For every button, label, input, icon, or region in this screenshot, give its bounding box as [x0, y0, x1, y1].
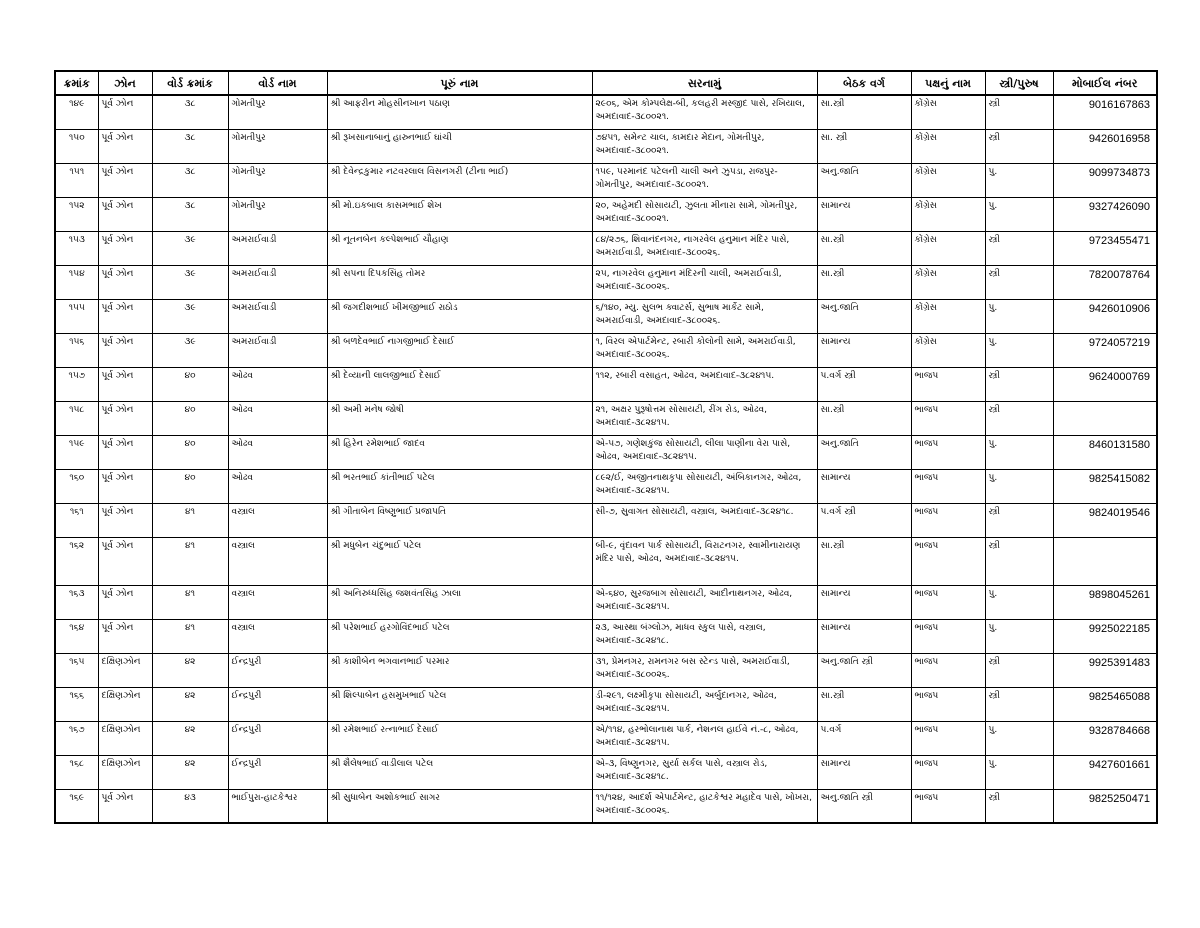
cell-ward-kramank: ૪૨ [152, 687, 228, 721]
cell-gender: સ્ત્રી [985, 95, 1053, 129]
cell-gender: પુ. [985, 333, 1053, 367]
cell-bethak-varg: અનુ.જાતિ સ્ત્રી [817, 789, 911, 823]
cell-bethak-varg: સા.સ્ત્રી [817, 537, 911, 585]
header-sarnamu: સરનામું [592, 71, 817, 95]
cell-full-name: શ્રી પરેશભાઈ હરગોવિંદભાઈ પટેલ [327, 619, 592, 653]
cell-party: ભાજપ [911, 469, 985, 503]
cell-zone: પૂર્વ ઝોન [98, 789, 152, 823]
cell-zone: પૂર્વ ઝોન [98, 435, 152, 469]
cell-gender: પુ. [985, 197, 1053, 231]
cell-gender: સ્ત્રી [985, 789, 1053, 823]
cell-bethak-varg: સામાન્ય [817, 619, 911, 653]
cell-zone: પૂર્વ ઝોન [98, 585, 152, 619]
cell-kramank: ૧૫૮ [55, 401, 98, 435]
cell-kramank: ૧૫૩ [55, 231, 98, 265]
cell-address: ૮૯૨/ઈ, અજીતનાથકૃપા સોસાયટી, અંબિકાનગર, ઓઢવ, અમદાવાદ-૩૮૨૪૧૫. [592, 469, 817, 503]
cell-party: કોંગ્રેસ [911, 265, 985, 299]
table-row [55, 401, 1157, 435]
cell-ward-kramank: ૪૧ [152, 537, 228, 585]
cell-mobile: 9016167863 [1053, 95, 1157, 129]
table-row [55, 789, 1157, 823]
cell-full-name: શ્રી રમેશભાઈ રત્નાભાઈ દેસાઈ [327, 721, 592, 755]
cell-bethak-varg: અનુ.જાતિ [817, 299, 911, 333]
header-mobile: મોબાઈલ નંબર [1053, 71, 1157, 95]
cell-ward-kramank: ૩૮ [152, 129, 228, 163]
cell-gender: પુ. [985, 585, 1053, 619]
table-row [55, 537, 1157, 585]
cell-ward-kramank: ૩૯ [152, 333, 228, 367]
table-body [55, 95, 1157, 823]
table-row [55, 469, 1157, 503]
table-row [55, 299, 1157, 333]
cell-zone: પૂર્વ ઝોન [98, 503, 152, 537]
cell-kramank: ૧૪૯ [55, 95, 98, 129]
cell-kramank: ૧૬૫ [55, 653, 98, 687]
cell-bethak-varg: સા.સ્ત્રી [817, 401, 911, 435]
header-row [55, 71, 1157, 95]
cell-address: ૨૫, નાગરવેલ હનુમાન મંદિરની ચાલી, અમરાઈવાડી, અમદાવાદ-૩૮૦૦૨૬. [592, 265, 817, 299]
cell-gender: સ્ત્રી [985, 265, 1053, 299]
header-ward-kramank: વોર્ડ ક્રમાંક [152, 71, 228, 95]
table-row [55, 95, 1157, 129]
header-zone: ઝોન [98, 71, 152, 95]
cell-full-name: શ્રી દેવેન્દ્રકુમાર નટવરલાલ વિસનગરી (ટીના ભાઈ) [327, 163, 592, 197]
cell-bethak-varg: અનુ.જાતિ સ્ત્રી [817, 653, 911, 687]
table-row [55, 197, 1157, 231]
cell-ward-naam: ભાઈપુરા-હાટકેશ્વર [228, 789, 327, 823]
cell-mobile: 9723455471 [1053, 231, 1157, 265]
cell-full-name: શ્રી શૈલેષભાઈ વાડીલાલ પટેલ [327, 755, 592, 789]
cell-gender: પુ. [985, 469, 1053, 503]
cell-zone: પૂર્વ ઝોન [98, 401, 152, 435]
cell-bethak-varg: પ.વર્ગ [817, 721, 911, 755]
cell-zone: પૂર્વ ઝોન [98, 333, 152, 367]
cell-zone: દક્ષિણઝોન [98, 721, 152, 755]
cell-address: ૧, વિરલ એપાર્ટમેન્ટ, રબારી કોલોની સામે, અમરાઈવાડી, અમદાવાદ-૩૮૦૦૨૬. [592, 333, 817, 367]
cell-gender: પુ. [985, 619, 1053, 653]
cell-address: સી-૭, સુવાગત સોસાયટી, વસ્ત્રાલ, અમદાવાદ-૩૮૨૪૧૮. [592, 503, 817, 537]
cell-mobile: 9825250471 [1053, 789, 1157, 823]
cell-ward-naam: ઈન્દ્રપુરી [228, 721, 327, 755]
cell-gender: સ્ત્રી [985, 367, 1053, 401]
cell-full-name: શ્રી અનિરુધ્ધસિંહ જશવંતસિંહ ઝાલા [327, 585, 592, 619]
table-row [55, 503, 1157, 537]
cell-party: કોંગ્રેસ [911, 333, 985, 367]
cell-ward-naam: ઈન્દ્રપુરી [228, 755, 327, 789]
cell-ward-naam: વસ્ત્રાલ [228, 585, 327, 619]
cell-party: કોંગ્રેસ [911, 197, 985, 231]
table-row [55, 265, 1157, 299]
cell-party: ભાજપ [911, 585, 985, 619]
cell-zone: પૂર્વ ઝોન [98, 299, 152, 333]
cell-mobile: 8460131580 [1053, 435, 1157, 469]
cell-party: કોંગ્રેસ [911, 163, 985, 197]
cell-party: ભાજપ [911, 435, 985, 469]
cell-ward-kramank: ૩૯ [152, 265, 228, 299]
cell-zone: પૂર્વ ઝોન [98, 619, 152, 653]
cell-mobile: 9327426090 [1053, 197, 1157, 231]
table-row [55, 687, 1157, 721]
header-kramank: ક્રમાંક [55, 71, 98, 95]
cell-bethak-varg: સા.સ્ત્રી [817, 231, 911, 265]
table-row [55, 435, 1157, 469]
cell-kramank: ૧૬૬ [55, 687, 98, 721]
cell-address: બી-૯, વૃંદાવન પાર્ક સોસાયટી, વિરાટનગર, સ્વામીનારાયણ મંદિર પાસે, ઓઢવ, અમદાવાદ-૩૮૨૪૧૫. [592, 537, 817, 585]
cell-full-name: શ્રી હિરેન રમેશભાઈ જાદવ [327, 435, 592, 469]
cell-ward-naam: વસ્ત્રાલ [228, 537, 327, 585]
cell-mobile: 9898045261 [1053, 585, 1157, 619]
cell-address: ૨૯૦૬, એમ કોમ્પલેક્ષ-બી, કલહરી મસ્જીદ પાસે, રખિયાલ, અમદાવાદ-૩૮૦૦૨૧. [592, 95, 817, 129]
cell-zone: પૂર્વ ઝોન [98, 129, 152, 163]
cell-bethak-varg: સા.સ્ત્રી [817, 265, 911, 299]
cell-ward-kramank: ૩૯ [152, 231, 228, 265]
cell-bethak-varg: અનુ.જાતિ [817, 435, 911, 469]
cell-full-name: શ્રી ગીતાબેન વિષ્ણુભાઈ પ્રજાપતિ [327, 503, 592, 537]
cell-bethak-varg: પ.વર્ગ સ્ત્રી [817, 367, 911, 401]
cell-full-name: શ્રી જગદીશભાઈ ખીમજીભાઈ રાઠોડ [327, 299, 592, 333]
cell-bethak-varg: પ.વર્ગ સ્ત્રી [817, 503, 911, 537]
cell-kramank: ૧૬૩ [55, 585, 98, 619]
cell-bethak-varg: સા.સ્ત્રી [817, 95, 911, 129]
cell-mobile: 9825465088 [1053, 687, 1157, 721]
cell-party: ભાજપ [911, 653, 985, 687]
cell-address: એ-૫૭, ગણેશકુંજ સોસાયટી, લીલા પાણીના વેરા પાસે, ઓઢવ, અમદાવાદ-૩૮૨૪૧૫. [592, 435, 817, 469]
cell-full-name: શ્રી સપના દિપકસિંહ તોમર [327, 265, 592, 299]
table-row [55, 333, 1157, 367]
cell-mobile: 9624000769 [1053, 367, 1157, 401]
table-row [55, 619, 1157, 653]
cell-gender: પુ. [985, 721, 1053, 755]
cell-ward-naam: ગોમતીપુર [228, 129, 327, 163]
cell-ward-kramank: ૩૮ [152, 197, 228, 231]
cell-kramank: ૧૬૭ [55, 721, 98, 755]
cell-full-name: શ્રી રૂખસાનાબાનું હારુનભાઈ ઘાંચી [327, 129, 592, 163]
cell-ward-kramank: ૪૦ [152, 469, 228, 503]
cell-address: ૩૧, પ્રેમનગર, રામનગર બસ સ્ટેન્ડ પાસે, અમરાઈવાડી, અમદાવાદ-૩૮૦૦૨૬. [592, 653, 817, 687]
header-bethak-varg: બેઠક વર્ગ [817, 71, 911, 95]
cell-kramank: ૧૫૧ [55, 163, 98, 197]
cell-address: એ-૬૪૦, સુરજબાગ સોસાયટી, આદીનાથનગર, ઓઢવ, અમદાવાદ-૩૮૨૪૧૫. [592, 585, 817, 619]
cell-party: ભાજપ [911, 619, 985, 653]
cell-kramank: ૧૫૭ [55, 367, 98, 401]
cell-bethak-varg: સામાન્ય [817, 197, 911, 231]
cell-gender: સ્ત્રી [985, 401, 1053, 435]
cell-ward-naam: ગોમતીપુર [228, 163, 327, 197]
cell-address: ૨૧, અક્ષર પુરૂષોત્તમ સોસાયટી, રીંગ રોડ, ઓઢવ, અમદાવાદ-૩૮૨૪૧૫. [592, 401, 817, 435]
header-ward-naam: વોર્ડ નામ [228, 71, 327, 95]
cell-party: ભાજપ [911, 537, 985, 585]
cell-ward-naam: અમરાઈવાડી [228, 265, 327, 299]
cell-kramank: ૧૫૫ [55, 299, 98, 333]
table-row [55, 231, 1157, 265]
cell-full-name: શ્રી આફરીન મોહસીનખાન પઠાણ [327, 95, 592, 129]
header-stri-purush: સ્ત્રી/પુરુષ [985, 71, 1053, 95]
cell-gender: સ્ત્રી [985, 231, 1053, 265]
cell-full-name: શ્રી દેવ્યાની લાલજીભાઈ દેસાઈ [327, 367, 592, 401]
cell-kramank: ૧૫૦ [55, 129, 98, 163]
table-row [55, 367, 1157, 401]
cell-address: ૨૦, અહેમદી સોસાયટી, ઝુલતા મીનારા સામે, ગોમતીપુર, અમદાવાદ-૩૮૦૦૨૧. [592, 197, 817, 231]
cell-gender: સ્ત્રી [985, 653, 1053, 687]
cell-ward-kramank: ૪૦ [152, 435, 228, 469]
cell-address: ૭૪૫૧, સમેન્ટ ચાલ, કામદાર મેદાન, ગોમતીપુર, અમદાવાદ-૩૮૦૦૨૧. [592, 129, 817, 163]
cell-ward-naam: ઓઢવ [228, 469, 327, 503]
cell-address: એ-૩, વિષ્ણુનગર, સુર્યા સર્કલ પાસે, વસ્ત્રાલ રોડ, અમદાવાદ-૩૮૨૪૧૮. [592, 755, 817, 789]
cell-ward-naam: વસ્ત્રાલ [228, 619, 327, 653]
cell-zone: દક્ષિણઝોન [98, 653, 152, 687]
cell-full-name: શ્રી બળદેવભાઈ નાગજીભાઈ દેસાઈ [327, 333, 592, 367]
cell-mobile: 9825415082 [1053, 469, 1157, 503]
cell-address: ૧૫૯, પરમાનંદ પટેલની ચાલી અને ઝુપડા, રાજપુર-ગોમતીપુર, અમદાવાદ-૩૮૦૦૨૧. [592, 163, 817, 197]
cell-address: ડી-૨૯૧, લક્ષ્મીકૃપા સોસાયટી, અર્બુદાનગર, ઓઢવ, અમદાવાદ-૩૮૨૪૧૫. [592, 687, 817, 721]
cell-ward-naam: અમરાઈવાડી [228, 333, 327, 367]
cell-ward-kramank: ૩૯ [152, 299, 228, 333]
cell-gender: સ્ત્રી [985, 503, 1053, 537]
cell-kramank: ૧૫૪ [55, 265, 98, 299]
cell-ward-kramank: ૪૦ [152, 367, 228, 401]
cell-mobile: 9925391483 [1053, 653, 1157, 687]
cell-party: કોંગ્રેસ [911, 95, 985, 129]
cell-zone: પૂર્વ ઝોન [98, 197, 152, 231]
cell-mobile: 9427601661 [1053, 755, 1157, 789]
cell-ward-kramank: ૪૧ [152, 503, 228, 537]
table-row [55, 129, 1157, 163]
cell-bethak-varg: સામાન્ય [817, 755, 911, 789]
cell-ward-kramank: ૪૧ [152, 619, 228, 653]
cell-zone: પૂર્વ ઝોન [98, 95, 152, 129]
corporators-table [54, 70, 1158, 824]
cell-address: ૧૧૨, રબારી વસાહત, ઓઢવ, અમદાવાદ-૩૮૨૪૧૫. [592, 367, 817, 401]
cell-ward-kramank: ૪૩ [152, 789, 228, 823]
cell-kramank: ૧૬૧ [55, 503, 98, 537]
cell-zone: પૂર્વ ઝોન [98, 537, 152, 585]
cell-mobile: 9724057219 [1053, 333, 1157, 367]
cell-zone: પૂર્વ ઝોન [98, 469, 152, 503]
cell-bethak-varg: સામાન્ય [817, 469, 911, 503]
cell-gender: પુ. [985, 299, 1053, 333]
cell-ward-kramank: ૪૧ [152, 585, 228, 619]
cell-gender: પુ. [985, 755, 1053, 789]
cell-gender: સ્ત્રી [985, 687, 1053, 721]
table-row [55, 755, 1157, 789]
cell-party: કોંગ્રેસ [911, 299, 985, 333]
cell-bethak-varg: સા.સ્ત્રી [817, 687, 911, 721]
cell-mobile: 9426010906 [1053, 299, 1157, 333]
table-row [55, 653, 1157, 687]
cell-party: ભાજપ [911, 687, 985, 721]
cell-mobile: 9426016958 [1053, 129, 1157, 163]
cell-party: કોંગ્રેસ [911, 231, 985, 265]
cell-ward-naam: ઓઢવ [228, 367, 327, 401]
cell-full-name: શ્રી કાશીબેન ભગવાનભાઈ પરમાર [327, 653, 592, 687]
cell-ward-naam: અમરાઈવાડી [228, 231, 327, 265]
header-puru-naam: પૂરું નામ [327, 71, 592, 95]
cell-kramank: ૧૬૮ [55, 755, 98, 789]
cell-mobile: 9925022185 [1053, 619, 1157, 653]
cell-ward-kramank: ૪૨ [152, 653, 228, 687]
cell-full-name: શ્રી અમી મનેષ જોષી [327, 401, 592, 435]
cell-full-name: શ્રી મો.ઇકબાલ કાસમભાઈ શેખ [327, 197, 592, 231]
cell-mobile: 9099734873 [1053, 163, 1157, 197]
cell-zone: પૂર્વ ઝોન [98, 163, 152, 197]
cell-address: ૮૪/૨૭૬, શિવાનંદનગર, નાગરવેલ હનુમાન મંદિર પાસે, અમરાઈવાડી, અમદાવાદ-૩૮૦૦૨૬. [592, 231, 817, 265]
cell-kramank: ૧૬૪ [55, 619, 98, 653]
cell-gender: સ્ત્રી [985, 537, 1053, 585]
cell-mobile [1053, 537, 1157, 585]
cell-full-name: શ્રી શિલ્પાબેન હસમુખભાઈ પટેલ [327, 687, 592, 721]
cell-kramank: ૧૬૦ [55, 469, 98, 503]
cell-full-name: શ્રી સુધાબેન અશોકભાઈ સાગર [327, 789, 592, 823]
cell-full-name: શ્રી નૂતનબેન કલ્પેશભાઈ ચૌહાણ [327, 231, 592, 265]
cell-address: એ/૧૧૪, હરભોલાનાથ પાર્ક, નેશનલ હાઈવે નં.-૮, ઓઢવ, અમદાવાદ-૩૮૨૪૧૫. [592, 721, 817, 755]
cell-party: ભાજપ [911, 721, 985, 755]
cell-address: ૧૧/૧૨૪, આદર્શ એપાર્ટમેન્ટ, હાટકેશ્વર મહાદેવ પાસે, ખોખરા, અમદાવાદ-૩૮૦૦૨૬. [592, 789, 817, 823]
cell-ward-kramank: ૩૮ [152, 95, 228, 129]
cell-address: ૨૩, આસ્થા બંગ્લોઝ, માધવ સ્કુલ પાસે, વસ્ત્રાલ, અમદાવાદ-૩૮૨૪૧૮. [592, 619, 817, 653]
cell-bethak-varg: અનુ.જાતિ [817, 163, 911, 197]
cell-full-name: શ્રી મધુબેન ચંદુભાઈ પટેલ [327, 537, 592, 585]
table-row [55, 721, 1157, 755]
cell-full-name: શ્રી ભરતભાઈ કાંતીભાઈ પટેલ [327, 469, 592, 503]
cell-zone: દક્ષિણઝોન [98, 755, 152, 789]
cell-address: ૬/૧૪૦, મ્યુ. સુલભ ક્વાટર્સ, સુભાષ માર્કેટ સામે, અમરાઈવાડી, અમદાવાદ-૩૮૦૦૨૬. [592, 299, 817, 333]
cell-party: ભાજપ [911, 367, 985, 401]
cell-mobile: 9328784668 [1053, 721, 1157, 755]
cell-party: ભાજપ [911, 401, 985, 435]
cell-zone: પૂર્વ ઝોન [98, 367, 152, 401]
cell-party: ભાજપ [911, 503, 985, 537]
table-row [55, 163, 1157, 197]
cell-zone: પૂર્વ ઝોન [98, 231, 152, 265]
cell-ward-kramank: ૪૦ [152, 401, 228, 435]
header-paksh: પક્ષનું નામ [911, 71, 985, 95]
cell-kramank: ૧૬૯ [55, 789, 98, 823]
cell-ward-naam: ઈન્દ્રપુરી [228, 687, 327, 721]
cell-zone: પૂર્વ ઝોન [98, 265, 152, 299]
cell-party: કોંગ્રેસ [911, 129, 985, 163]
cell-ward-naam: અમરાઈવાડી [228, 299, 327, 333]
cell-kramank: ૧૬૨ [55, 537, 98, 585]
cell-bethak-varg: સામાન્ય [817, 585, 911, 619]
cell-party: ભાજપ [911, 755, 985, 789]
cell-ward-naam: ગોમતીપુર [228, 197, 327, 231]
cell-mobile [1053, 401, 1157, 435]
cell-bethak-varg: સા. સ્ત્રી [817, 129, 911, 163]
cell-bethak-varg: સામાન્ય [817, 333, 911, 367]
cell-party: ભાજપ [911, 789, 985, 823]
cell-kramank: ૧૫૯ [55, 435, 98, 469]
cell-mobile: 9824019546 [1053, 503, 1157, 537]
cell-ward-kramank: ૪૨ [152, 755, 228, 789]
cell-ward-naam: ઓઢવ [228, 401, 327, 435]
table-row [55, 585, 1157, 619]
cell-ward-naam: ગોમતીપુર [228, 95, 327, 129]
cell-ward-kramank: ૪૨ [152, 721, 228, 755]
cell-mobile: 7820078764 [1053, 265, 1157, 299]
cell-ward-kramank: ૩૮ [152, 163, 228, 197]
cell-ward-naam: ઓઢવ [228, 435, 327, 469]
cell-kramank: ૧૫૨ [55, 197, 98, 231]
cell-zone: દક્ષિણઝોન [98, 687, 152, 721]
cell-gender: પુ. [985, 163, 1053, 197]
cell-ward-naam: ઈન્દ્રપુરી [228, 653, 327, 687]
cell-gender: સ્ત્રી [985, 129, 1053, 163]
cell-kramank: ૧૫૬ [55, 333, 98, 367]
cell-gender: પુ. [985, 435, 1053, 469]
cell-ward-naam: વસ્ત્રાલ [228, 503, 327, 537]
